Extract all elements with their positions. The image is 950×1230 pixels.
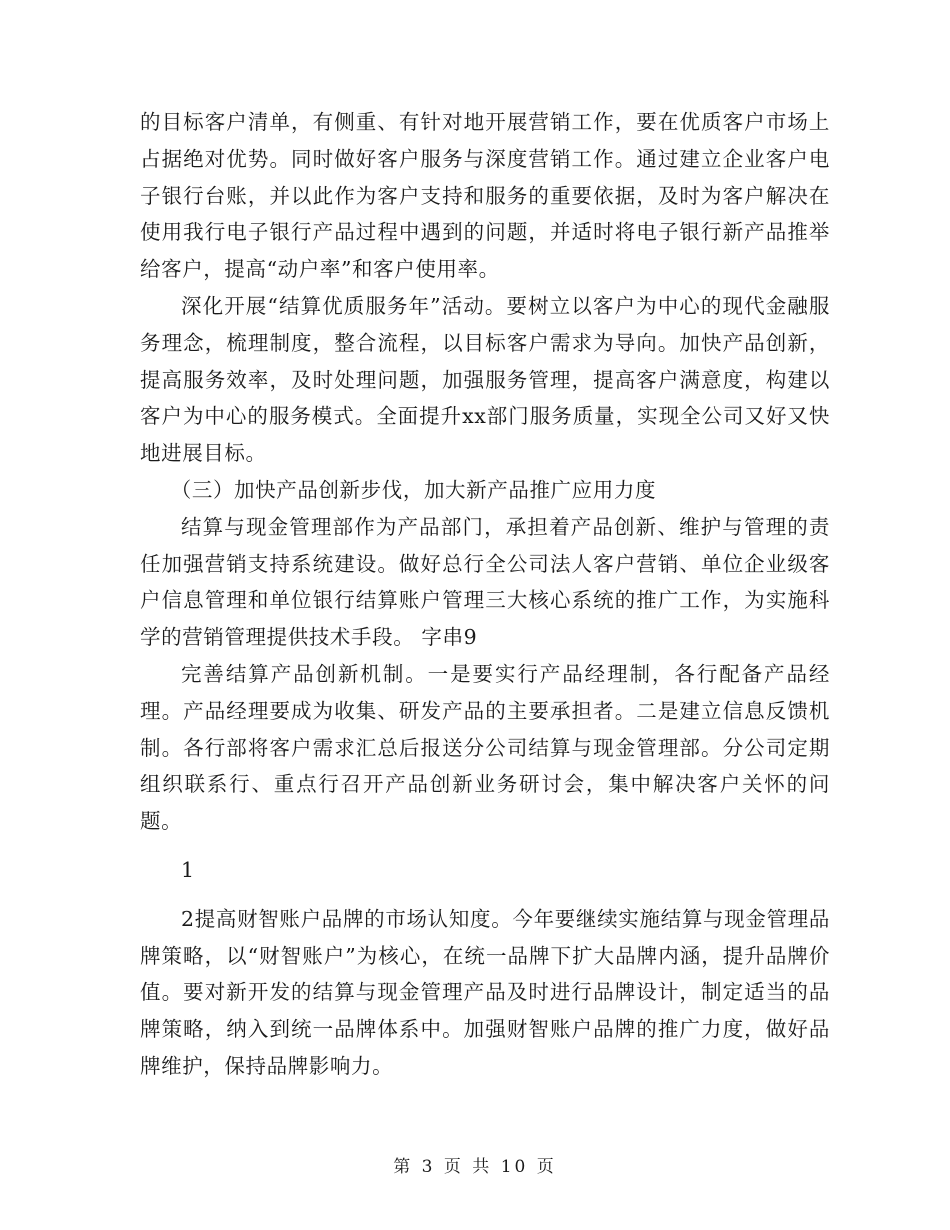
paragraph-innovation-mechanism: 完善结算产品创新机制。一是要实行产品经理制，各行配备产品经理。产品经理要成为收集、研发产品的主要承担者。二是建立信息反馈机制。各行部将客户需求汇总后报送分公司结算与现金管理部。分公司定期组织联系行、重点行召开产品创新业务研讨会，集中解决客户关怀的问题。 (140, 661, 830, 834)
paragraph-brand-awareness: 2提高财智账户品牌的市场认知度。今年要继续实施结算与现金管理品牌策略，以“财智账户”为核心，在统一品牌下扩大品牌内涵，提升品牌价值。要对新开发的结算与现金管理产品及时进行品牌设计，制定适当的品牌策略，纳入到统一品牌体系中。加强财智账户品牌的推广力度，做好品牌维护，保持品牌影响力。 (140, 906, 830, 1078)
document-body (140, 104, 830, 1085)
paragraph-settlement-service-year: 深化开展“结算优质服务年”活动。要树立以客户为中心的现代金融服务理念，梳理制度，整合流程，以目标客户需求为导向。加快产品创新，提高服务效率，及时处理问题，加强服务管理，提高客户满意度，构建以客户为中心的服务模式。全面提升xx部门服务质量，实现全公司又好又快地进展目标。 (140, 293, 830, 466)
paragraph-product-department: 结算与现金管理部作为产品部门，承担着产品创新、维护与管理的责任加强营销支持系统建设。做好总行全公司法人客户营销、单位企业级客户信息管理和单位银行结算账户管理三大核心系统的推广工作，为实施科学的营销管理提供技术手段。 字串9 (140, 514, 830, 650)
section-heading-product-innovation: （三）加快产品创新步伐，加大新产品推广应用力度 (170, 477, 657, 502)
paragraph-target-client-list: 的目标客户清单，有侧重、有针对地开展营销工作，要在优质客户市场上占据绝对优势。同时做好客户服务与深度营销工作。通过建立企业客户电子银行台账，并以此作为客户支持和服务的重要依据，及时为客户解决在使用我行电子银行产品过程中遇到的问题，并适时将电子银行新产品推举给客户，提高“动户率”和客户使用率。 (140, 110, 830, 282)
list-marker-1: 1 (181, 857, 195, 882)
page-footer: 第 3 页 共 10 页 (393, 1157, 557, 1177)
